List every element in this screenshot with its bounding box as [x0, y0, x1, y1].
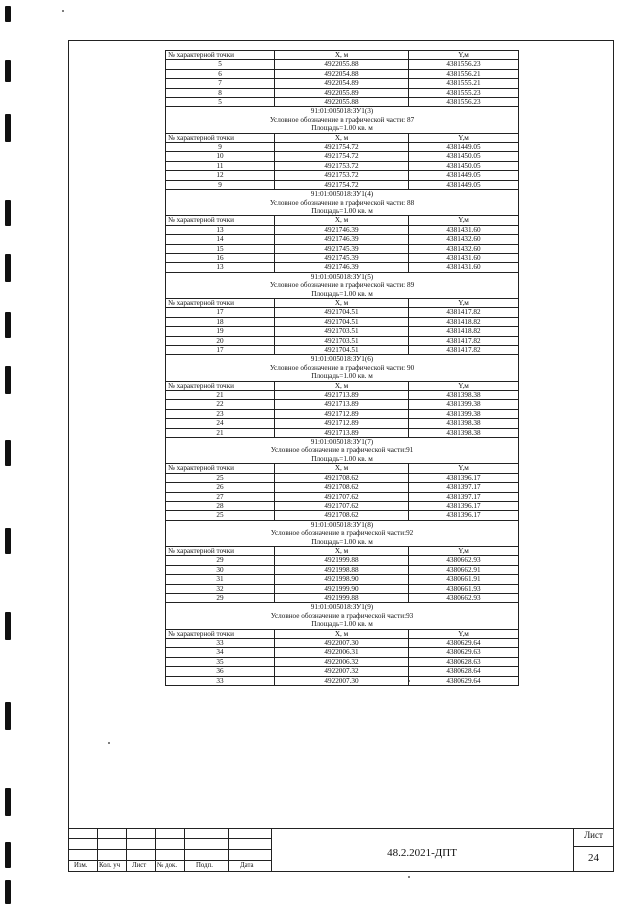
point-number: 6 [166, 69, 275, 78]
table-header-row [166, 133, 519, 142]
section-caption-row [166, 438, 519, 447]
x-coordinate: 4921707.62 [275, 492, 409, 501]
point-number: 20 [166, 336, 275, 345]
y-coordinate: 4381397.17 [409, 483, 519, 492]
y-coordinate: 4381555.23 [409, 88, 519, 97]
header-y: Y,м [409, 381, 519, 390]
x-coordinate: 4921713.89 [275, 391, 409, 400]
x-coordinate: 4922007.30 [275, 639, 409, 648]
x-coordinate: 4922006.32 [275, 657, 409, 666]
section-caption-row [166, 372, 519, 381]
section-area: Площадь=1.00 кв. м [166, 290, 519, 299]
y-coordinate: 4380662.93 [409, 593, 519, 602]
point-number: 29 [166, 556, 275, 565]
y-coordinate: 4381399.38 [409, 409, 519, 418]
title-block [68, 828, 614, 872]
header-y: Y,м [409, 298, 519, 307]
y-coordinate: 4381418.82 [409, 327, 519, 336]
section-legend: Условное обозначение в графической части: 88 [166, 199, 519, 207]
table-row [166, 346, 519, 355]
table-row [166, 584, 519, 593]
point-number: 14 [166, 235, 275, 244]
header-point: № характерной точки [166, 51, 275, 60]
section-area: Площадь=1.00 кв. м [166, 207, 519, 216]
table-row [166, 317, 519, 326]
section-caption-row [166, 124, 519, 133]
x-coordinate: 4921707.62 [275, 501, 409, 510]
x-coordinate: 4921703.51 [275, 336, 409, 345]
point-number: 33 [166, 639, 275, 648]
section-caption-row [166, 529, 519, 537]
table-row [166, 225, 519, 234]
point-number: 5 [166, 98, 275, 107]
point-number: 7 [166, 79, 275, 88]
table-header-row [166, 464, 519, 473]
table-row [166, 676, 519, 685]
y-coordinate: 4380661.91 [409, 575, 519, 584]
scan-speck [62, 10, 64, 12]
y-coordinate: 4381398.38 [409, 428, 519, 437]
y-coordinate: 4381398.38 [409, 391, 519, 400]
section-legend: Условное обозначение в графической части:92 [166, 529, 519, 537]
table-row [166, 69, 519, 78]
table-row [166, 511, 519, 520]
header-x: X, м [275, 464, 409, 473]
y-coordinate: 4381556.23 [409, 60, 519, 69]
point-number: 10 [166, 152, 275, 161]
point-number: 34 [166, 648, 275, 657]
y-coordinate: 4380629.64 [409, 676, 519, 685]
scan-speck [408, 876, 410, 878]
point-number: 35 [166, 657, 275, 666]
section-caption-row [166, 455, 519, 464]
x-coordinate: 4921704.51 [275, 346, 409, 355]
section-caption-row [166, 207, 519, 216]
header-x: X, м [275, 216, 409, 225]
table-row [166, 473, 519, 482]
table-row [166, 492, 519, 501]
y-coordinate: 4381556.21 [409, 69, 519, 78]
table-row [166, 400, 519, 409]
x-coordinate: 4921745.39 [275, 253, 409, 262]
point-number: 36 [166, 667, 275, 676]
x-coordinate: 4921746.39 [275, 225, 409, 234]
header-point: № характерной точки [166, 298, 275, 307]
y-coordinate: 4380661.93 [409, 584, 519, 593]
table-row [166, 428, 519, 437]
header-point: № характерной точки [166, 216, 275, 225]
point-number: 19 [166, 327, 275, 336]
point-number: 9 [166, 143, 275, 152]
table-row [166, 657, 519, 666]
section-caption-row [166, 290, 519, 299]
point-number: 17 [166, 308, 275, 317]
section-caption-row [166, 620, 519, 629]
y-coordinate: 4381449.05 [409, 171, 519, 180]
label-list: Лист [132, 862, 147, 869]
section-caption-row [166, 612, 519, 620]
table-header-row [166, 216, 519, 225]
x-coordinate: 4921754.72 [275, 180, 409, 189]
x-coordinate: 4921999.90 [275, 584, 409, 593]
table-row [166, 143, 519, 152]
table-row [166, 483, 519, 492]
x-coordinate: 4922055.88 [275, 60, 409, 69]
y-coordinate: 4380628.64 [409, 667, 519, 676]
section-area: Площадь=1.00 кв. м [166, 620, 519, 629]
y-coordinate: 4381450.05 [409, 161, 519, 170]
section-caption-row [166, 116, 519, 124]
x-coordinate: 4922007.32 [275, 667, 409, 676]
x-coordinate: 4921708.62 [275, 473, 409, 482]
section-area: Площадь=1.00 кв. м [166, 455, 519, 464]
section-caption-row [166, 364, 519, 372]
x-coordinate: 4921712.89 [275, 409, 409, 418]
table-row [166, 648, 519, 657]
section-id: 91:01:005018:ЗУ1(8) [166, 520, 519, 529]
x-coordinate: 4921754.72 [275, 143, 409, 152]
x-coordinate: 4921746.39 [275, 235, 409, 244]
x-coordinate: 4921708.62 [275, 511, 409, 520]
table-row [166, 60, 519, 69]
y-coordinate: 4381449.05 [409, 180, 519, 189]
table-row [166, 575, 519, 584]
y-coordinate: 4380662.93 [409, 556, 519, 565]
point-number: 21 [166, 428, 275, 437]
point-number: 29 [166, 593, 275, 602]
section-legend: Условное обозначение в графической части: 90 [166, 364, 519, 372]
section-area: Площадь=1.00 кв. м [166, 372, 519, 381]
x-coordinate: 4921998.90 [275, 575, 409, 584]
section-id: 91:01:005018:ЗУ1(6) [166, 355, 519, 364]
point-number: 24 [166, 419, 275, 428]
document-code: 48.2.2021-ДПТ [387, 847, 457, 859]
label-sign: Подп. [196, 862, 213, 869]
y-coordinate: 4380629.64 [409, 639, 519, 648]
table-row [166, 171, 519, 180]
y-coordinate: 4381555.21 [409, 79, 519, 88]
header-point: № характерной точки [166, 133, 275, 142]
table-row [166, 79, 519, 88]
x-coordinate: 4922054.88 [275, 69, 409, 78]
y-coordinate: 4381431.60 [409, 263, 519, 272]
y-coordinate: 4381396.17 [409, 511, 519, 520]
table-row [166, 501, 519, 510]
section-legend: Условное обозначение в графической части:91 [166, 446, 519, 454]
table-row [166, 419, 519, 428]
y-coordinate: 4381397.17 [409, 492, 519, 501]
section-id: 91:01:005018:ЗУ1(9) [166, 603, 519, 612]
y-coordinate: 4381417.82 [409, 346, 519, 355]
point-number: 17 [166, 346, 275, 355]
y-coordinate: 4381398.38 [409, 419, 519, 428]
header-y: Y,м [409, 464, 519, 473]
header-point: № характерной точки [166, 546, 275, 555]
table-row [166, 667, 519, 676]
point-number: 16 [166, 253, 275, 262]
y-coordinate: 4380629.63 [409, 648, 519, 657]
x-coordinate: 4922007.30 [275, 676, 409, 685]
header-x: X, м [275, 51, 409, 60]
table-row [166, 336, 519, 345]
y-coordinate: 4381431.60 [409, 253, 519, 262]
label-kol-uch: Кол. уч [99, 862, 121, 869]
x-coordinate: 4921713.89 [275, 400, 409, 409]
table-row [166, 409, 519, 418]
y-coordinate: 4380662.91 [409, 565, 519, 574]
sheet-number: 24 [588, 852, 599, 864]
header-x: X, м [275, 133, 409, 142]
x-coordinate: 4921746.39 [275, 263, 409, 272]
table-row [166, 327, 519, 336]
section-caption-row [166, 199, 519, 207]
point-number: 30 [166, 565, 275, 574]
x-coordinate: 4921999.88 [275, 556, 409, 565]
point-number: 33 [166, 676, 275, 685]
section-caption-row [166, 603, 519, 612]
section-caption-row [166, 446, 519, 454]
point-number: 12 [166, 171, 275, 180]
header-y: Y,м [409, 629, 519, 638]
point-number: 11 [166, 161, 275, 170]
table-header-row [166, 381, 519, 390]
point-number: 32 [166, 584, 275, 593]
y-coordinate: 4381418.82 [409, 317, 519, 326]
section-id: 91:01:005018:ЗУ1(7) [166, 438, 519, 447]
x-coordinate: 4922054.89 [275, 79, 409, 88]
coordinates-table [165, 50, 519, 686]
table-row [166, 263, 519, 272]
point-number: 15 [166, 244, 275, 253]
table-header-row [166, 51, 519, 60]
point-number: 13 [166, 263, 275, 272]
header-y: Y,м [409, 546, 519, 555]
y-coordinate: 4381449.05 [409, 143, 519, 152]
section-id: 91:01:005018:ЗУ1(4) [166, 190, 519, 199]
table-row [166, 308, 519, 317]
table-row [166, 98, 519, 107]
header-y: Y,м [409, 216, 519, 225]
header-y: Y,м [409, 133, 519, 142]
header-x: X, м [275, 629, 409, 638]
point-number: 8 [166, 88, 275, 97]
revision-grid [68, 828, 271, 872]
y-coordinate: 4381417.82 [409, 336, 519, 345]
table-row [166, 593, 519, 602]
table-header-row [166, 629, 519, 638]
label-izm: Изм. [74, 862, 88, 869]
point-number: 28 [166, 501, 275, 510]
x-coordinate: 4921745.39 [275, 244, 409, 253]
x-coordinate: 4921713.89 [275, 428, 409, 437]
y-coordinate: 4381396.17 [409, 473, 519, 482]
point-number: 27 [166, 492, 275, 501]
point-number: 26 [166, 483, 275, 492]
y-coordinate: 4381432.60 [409, 244, 519, 253]
table-row [166, 88, 519, 97]
header-point: № характерной точки [166, 381, 275, 390]
section-caption-row [166, 190, 519, 199]
section-caption-row [166, 538, 519, 547]
label-doc-no: № док. [157, 862, 178, 869]
y-coordinate: 4381417.82 [409, 308, 519, 317]
section-caption-row [166, 520, 519, 529]
table-row [166, 235, 519, 244]
y-coordinate: 4381431.60 [409, 225, 519, 234]
table-row [166, 152, 519, 161]
x-coordinate: 4921703.51 [275, 327, 409, 336]
section-area: Площадь=1.00 кв. м [166, 124, 519, 133]
point-number: 23 [166, 409, 275, 418]
header-point: № характерной точки [166, 629, 275, 638]
x-coordinate: 4922006.31 [275, 648, 409, 657]
x-coordinate: 4921708.62 [275, 483, 409, 492]
header-y: Y,м [409, 51, 519, 60]
point-number: 13 [166, 225, 275, 234]
section-caption-row [166, 355, 519, 364]
y-coordinate: 4381399.38 [409, 400, 519, 409]
sheet-label: Лист [584, 830, 603, 840]
x-coordinate: 4921753.72 [275, 161, 409, 170]
section-caption-row [166, 272, 519, 281]
section-caption-row [166, 281, 519, 289]
header-x: X, м [275, 546, 409, 555]
y-coordinate: 4380628.63 [409, 657, 519, 666]
label-date: Дата [240, 862, 254, 869]
x-coordinate: 4921704.51 [275, 317, 409, 326]
x-coordinate: 4921998.88 [275, 565, 409, 574]
point-number: 5 [166, 60, 275, 69]
table-header-row [166, 298, 519, 307]
header-point: № характерной точки [166, 464, 275, 473]
table-row [166, 391, 519, 400]
table-row [166, 639, 519, 648]
point-number: 22 [166, 400, 275, 409]
section-legend: Условное обозначение в графической части:93 [166, 612, 519, 620]
section-area: Площадь=1.00 кв. м [166, 538, 519, 547]
x-coordinate: 4921704.51 [275, 308, 409, 317]
x-coordinate: 4921712.89 [275, 419, 409, 428]
table-row [166, 556, 519, 565]
x-coordinate: 4922055.89 [275, 88, 409, 97]
x-coordinate: 4921999.88 [275, 593, 409, 602]
section-id: 91:01:005018:ЗУ1(3) [166, 107, 519, 116]
table-row [166, 180, 519, 189]
point-number: 9 [166, 180, 275, 189]
header-x: X, м [275, 298, 409, 307]
x-coordinate: 4921753.72 [275, 171, 409, 180]
section-caption-row [166, 107, 519, 116]
y-coordinate: 4381556.23 [409, 98, 519, 107]
point-number: 25 [166, 473, 275, 482]
point-number: 18 [166, 317, 275, 326]
y-coordinate: 4381432.60 [409, 235, 519, 244]
y-coordinate: 4381450.05 [409, 152, 519, 161]
coordinates-content [165, 50, 519, 686]
section-legend: Условное обозначение в графической части: 87 [166, 116, 519, 124]
header-x: X, м [275, 381, 409, 390]
table-header-row [166, 546, 519, 555]
section-legend: Условное обозначение в графической части: 89 [166, 281, 519, 289]
point-number: 31 [166, 575, 275, 584]
point-number: 21 [166, 391, 275, 400]
table-row [166, 244, 519, 253]
point-number: 25 [166, 511, 275, 520]
section-id: 91:01:005018:ЗУ1(5) [166, 272, 519, 281]
table-row [166, 161, 519, 170]
x-coordinate: 4922055.88 [275, 98, 409, 107]
table-row [166, 253, 519, 262]
x-coordinate: 4921754.72 [275, 152, 409, 161]
table-row [166, 565, 519, 574]
y-coordinate: 4381396.17 [409, 501, 519, 510]
